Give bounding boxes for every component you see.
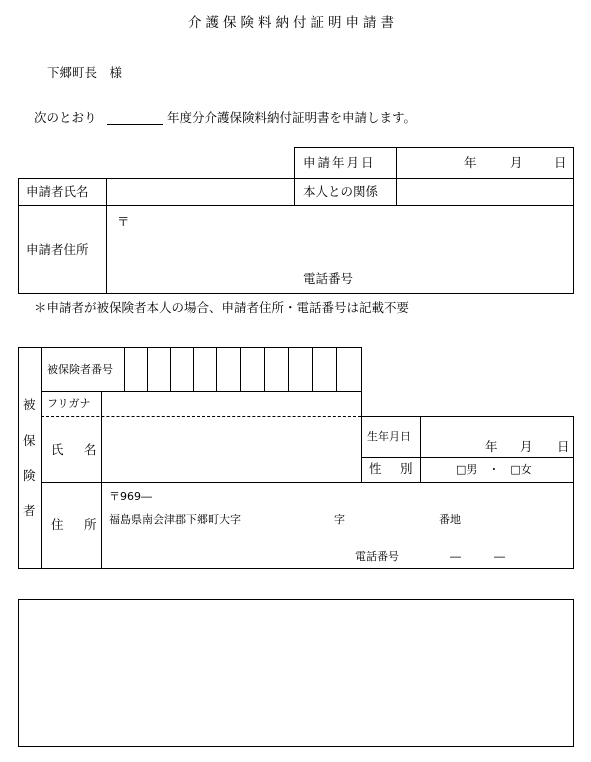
insured-number-label: 被保険者番号 bbox=[47, 363, 113, 376]
insured-side-char-2: 保 bbox=[23, 433, 36, 448]
birth-date-year: 年 bbox=[485, 439, 498, 454]
request-prefix: 次のとおり bbox=[34, 110, 97, 125]
birth-date-month: 月 bbox=[520, 439, 533, 454]
gender-label-2: 別 bbox=[400, 461, 413, 476]
addressee: 下郷町長 様 bbox=[47, 65, 123, 80]
application-date-field[interactable] bbox=[397, 148, 573, 178]
application-date-label: 申請年月日 bbox=[303, 155, 376, 170]
furigana-label: フリガナ bbox=[47, 397, 91, 410]
application-date-year: 年 bbox=[464, 155, 477, 170]
gender-label-1: 性 bbox=[369, 461, 382, 476]
request-suffix: 年度分介護保険料納付証明書を申請します。 bbox=[167, 110, 417, 125]
applicant-phone-label: 電話番号 bbox=[303, 271, 354, 286]
gender-options[interactable]: □男 ・ □女 bbox=[456, 463, 532, 476]
insured-postal-code: 〒969― bbox=[109, 490, 152, 503]
fiscal-year-blank-line[interactable] bbox=[107, 124, 163, 125]
insured-name-label-1: 氏 bbox=[51, 442, 64, 457]
insured-side-char-4: 者 bbox=[23, 503, 36, 518]
document-title: 介護保険料納付証明申請書 bbox=[188, 15, 398, 31]
insured-address-aza: 字 bbox=[334, 513, 345, 526]
application-date-day: 日 bbox=[554, 155, 567, 170]
birth-date-label: 生年月日 bbox=[367, 430, 411, 443]
insured-address-banchi: 番地 bbox=[439, 513, 461, 526]
insured-address-prefix: 福島県南会津郡下郷町大字 bbox=[109, 513, 241, 526]
insured-number-field[interactable] bbox=[125, 348, 361, 391]
insured-phone-dashes: ― ― bbox=[450, 550, 505, 563]
furigana-field[interactable] bbox=[102, 392, 361, 416]
birth-date-day: 日 bbox=[557, 439, 570, 454]
applicant-address-label: 申請者住所 bbox=[26, 242, 89, 257]
insured-phone-label: 電話番号 bbox=[355, 550, 399, 563]
insured-address-label-2: 所 bbox=[84, 517, 97, 532]
office-use-box[interactable] bbox=[18, 599, 574, 747]
relationship-label: 本人との関係 bbox=[303, 184, 379, 199]
insured-address-label-1: 住 bbox=[51, 517, 64, 532]
insured-side-char-3: 険 bbox=[23, 468, 36, 483]
insured-name-label-2: 名 bbox=[84, 442, 97, 457]
applicant-postal-mark: 〒 bbox=[117, 214, 130, 229]
insured-side-char-1: 被 bbox=[23, 397, 36, 412]
note-text: ＊申請者が被保険者本人の場合、申請者住所・電話番号は記載不要 bbox=[34, 300, 410, 315]
relationship-field[interactable] bbox=[397, 179, 573, 205]
applicant-name-label: 申請者氏名 bbox=[26, 184, 89, 199]
applicant-name-field[interactable] bbox=[107, 179, 294, 205]
application-date-month: 月 bbox=[510, 155, 523, 170]
insured-name-field[interactable] bbox=[102, 417, 361, 482]
